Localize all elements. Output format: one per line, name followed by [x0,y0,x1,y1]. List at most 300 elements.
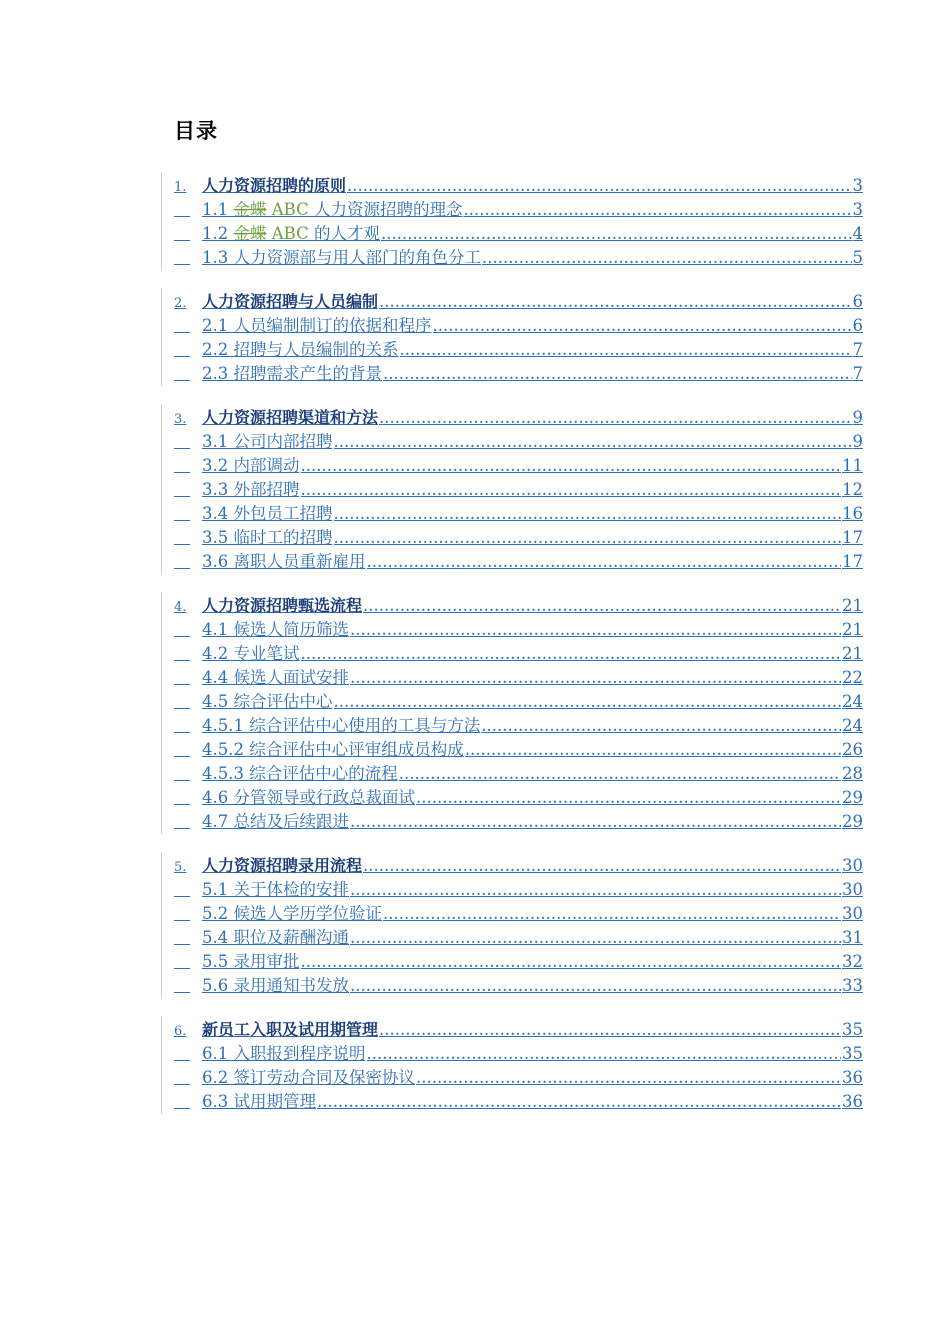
toc-item-code: 4.1 [202,620,234,639]
toc-item-row [162,1042,863,1066]
toc-item-link[interactable] [202,502,863,526]
toc-heading-link[interactable] [202,290,863,314]
toc-indent-cell [174,1090,198,1114]
toc-item-link[interactable] [202,762,863,786]
toc-item-text [202,430,333,454]
toc-item-code: 3.2 [202,456,234,475]
toc-page-number: 22 [842,668,863,687]
toc-page-number: 28 [842,764,863,783]
indent-underline [174,338,190,357]
toc-item-code: 6.1 [202,1044,234,1063]
indent-underline [174,762,190,781]
toc-leader [463,198,851,222]
toc-item-code: 3.1 [202,432,234,451]
toc-item-code: 4.5.2 [202,740,250,759]
toc-page-number: 11 [842,456,863,475]
toc-item-code: 2.2 [202,340,234,359]
toc-item-text [202,502,333,526]
indent-underline [174,314,190,333]
toc-item-text [202,222,380,246]
indent-underline [174,690,190,709]
toc-leader [347,174,851,198]
indent-underline [174,1066,190,1085]
toc-item-text [202,762,398,786]
toc-leader [334,430,852,454]
toc-indent-cell [174,810,198,834]
toc-heading-number: 4. [174,600,187,615]
toc-heading-text: 人力资源招聘甄选流程 [202,596,363,615]
toc-item-code: 4.5.1 [202,716,250,735]
toc-indent-cell [174,618,198,642]
toc-heading-number: 3. [174,412,187,427]
toc-item-link[interactable] [202,950,863,974]
indent-underline [174,950,190,969]
toc-page-number: 4 [852,224,863,243]
toc-leader [363,594,841,618]
toc-item-title: 候选人学历学位验证 [233,904,382,923]
toc-indent-cell [174,550,198,574]
toc-indent-cell [174,690,198,714]
toc-heading-row [162,290,863,314]
toc-page-number: 21 [842,620,863,639]
toc-item-link[interactable] [202,430,863,454]
toc-item-row [162,618,863,642]
toc-item-link[interactable] [202,246,863,270]
toc-item-title: 人力资源招聘的理念 [308,200,463,219]
toc-item-row [162,314,863,338]
toc-item-link[interactable] [202,1066,863,1090]
toc-leader [301,454,842,478]
toc-indent-cell [174,666,198,690]
toc-indent-cell [174,430,198,454]
indent-underline [174,362,190,381]
toc-item-title: 录用通知书发放 [233,976,349,995]
toc-indent-cell [174,642,198,666]
toc-page-number: 3 [852,200,863,219]
toc-heading-row [162,854,863,878]
toc-item-code: 6.2 [202,1068,234,1087]
toc-heading-text: 人力资源招聘录用流程 [202,856,363,875]
toc-heading-link[interactable] [202,854,863,878]
toc-item-link[interactable] [202,550,863,574]
toc-item-title: 招聘需求产生的背景 [233,364,382,383]
toc-section [161,288,863,386]
toc-item-code: 4.5.3 [202,764,250,783]
toc-item-text [202,246,481,270]
toc-item-row [162,526,863,550]
toc-leader [367,550,842,574]
toc-item-code: 5.6 [202,976,234,995]
toc-item-link[interactable] [202,738,863,762]
toc-item-code: 2.3 [202,364,234,383]
toc-item-row [162,246,863,270]
toc-heading-number: 6. [174,1024,187,1039]
toc-page-number: 17 [842,552,863,571]
toc-page-number: 35 [842,1044,863,1063]
toc-leader [416,786,841,810]
toc-indent-cell [174,246,198,270]
toc-leader [350,926,841,950]
toc-item-link[interactable] [202,974,863,998]
toc-item-title: 人员编制制订的依据和程序 [233,316,432,335]
brand-name: ABC [266,200,309,219]
indent-underline [174,810,190,829]
toc-page-number: 35 [842,1020,863,1039]
toc-indent-cell [174,902,198,926]
toc-heading-row [162,406,863,430]
indent-underline [174,550,190,569]
indent-underline [174,430,190,449]
toc-item-text [202,714,480,738]
toc-item-title: 临时工的招聘 [233,528,333,547]
toc-page-number: 24 [842,716,863,735]
toc-leader [367,1042,842,1066]
toc-item-code: 4.4 [202,668,234,687]
indent-underline [174,246,190,265]
indent-underline [174,738,190,757]
toc-item-code: 5.4 [202,928,234,947]
toc-page-number: 6 [852,316,863,335]
toc-item-title: 候选人面试安排 [233,668,349,687]
toc-item-link[interactable] [202,618,863,642]
toc-item-row [162,430,863,454]
toc-item-row [162,974,863,998]
toc-leader [383,902,841,926]
toc-item-code: 4.2 [202,644,234,663]
toc-item-row [162,878,863,902]
toc-indent-cell [174,714,198,738]
toc-leader [350,878,841,902]
toc-indent-cell [174,338,198,362]
toc-leader [381,222,852,246]
toc-item-link[interactable] [202,902,863,926]
brand-name: ABC [266,224,309,243]
toc-number-cell [174,854,198,878]
toc-item-text [202,878,349,902]
toc-item-link[interactable] [202,362,863,386]
toc-item-text [202,902,382,926]
toc-number-cell [174,594,198,618]
toc-item-row [162,902,863,926]
toc-leader [301,950,842,974]
toc-item-row [162,478,863,502]
toc-item-title: 总结及后续跟进 [233,812,349,831]
indent-underline [174,878,190,897]
toc-leader [465,738,841,762]
toc-item-code: 1.1 [202,200,234,219]
toc-heading-link[interactable] [202,1018,863,1042]
toc-item-row [162,950,863,974]
toc-item-title: 职位及薪酬沟通 [233,928,349,947]
toc-indent-cell [174,314,198,338]
indent-underline [174,454,190,473]
toc-item-title: 候选人简历筛选 [233,620,349,639]
toc-page-number: 26 [842,740,863,759]
toc-item-link[interactable] [202,810,863,834]
toc-item-link[interactable] [202,1090,863,1114]
company-name-strikethrough: 金蝶 [233,224,267,243]
toc-item-code: 5.1 [202,880,234,899]
toc-indent-cell [174,926,198,950]
indent-underline [174,1042,190,1061]
toc-item-link[interactable] [202,1042,863,1066]
toc-item-row [162,454,863,478]
toc-leader [400,338,852,362]
toc-item-link[interactable] [202,926,863,950]
page-title: 目录 [174,119,218,143]
toc-page-number: 21 [842,596,863,615]
toc-item-title: 内部调动 [233,456,300,475]
indent-underline [174,1090,190,1109]
indent-underline [174,478,190,497]
toc-item-text [202,926,349,950]
toc-heading-row [162,1018,863,1042]
toc-item-row [162,362,863,386]
toc-item-title: 专业笔试 [233,644,300,663]
toc-item-text [202,338,399,362]
toc-page-number: 21 [842,644,863,663]
toc-item-link[interactable] [202,690,863,714]
toc-item-link[interactable] [202,714,863,738]
toc-item-row [162,338,863,362]
toc-item-link[interactable] [202,222,863,246]
toc-item-code: 3.6 [202,552,234,571]
toc-item-row [162,198,863,222]
toc-item-title: 试用期管理 [233,1092,316,1111]
toc-page-number: 31 [842,928,863,947]
toc-indent-cell [174,878,198,902]
toc-item-text [202,642,300,666]
toc-indent-cell [174,1042,198,1066]
toc-item-link[interactable] [202,198,863,222]
toc-heading-number: 2. [174,296,187,311]
table-of-contents [161,172,863,1132]
toc-heading-row [162,174,863,198]
toc-leader [334,526,842,550]
toc-item-text [202,810,349,834]
toc-item-title: 离职人员重新雇用 [233,552,366,571]
toc-indent-cell [174,974,198,998]
toc-item-link[interactable] [202,338,863,362]
toc-item-title: 综合评估中心评审组成员构成 [249,740,464,759]
toc-indent-cell [174,762,198,786]
indent-underline [174,642,190,661]
indent-underline [174,222,190,241]
indent-underline [174,198,190,217]
toc-page-number: 30 [842,904,863,923]
toc-item-row [162,786,863,810]
toc-indent-cell [174,1066,198,1090]
toc-item-link[interactable] [202,666,863,690]
toc-section [161,404,863,574]
toc-indent-cell [174,198,198,222]
company-name-strikethrough: 金蝶 [233,200,267,219]
toc-indent-cell [174,478,198,502]
toc-item-row [162,550,863,574]
toc-item-title: 综合评估中心使用的工具与方法 [249,716,481,735]
toc-page-number: 30 [842,880,863,899]
toc-item-text [202,314,432,338]
toc-page-number: 36 [842,1068,863,1087]
toc-item-link[interactable] [202,478,863,502]
toc-heading-text: 人力资源招聘的原则 [202,176,347,195]
toc-item-row [162,1066,863,1090]
toc-item-title: 人力资源部与用人部门的角色分工 [233,248,481,267]
toc-item-row [162,1090,863,1114]
toc-leader [379,1018,841,1042]
toc-indent-cell [174,950,198,974]
toc-item-text [202,1090,316,1114]
toc-item-title: 外包员工招聘 [233,504,333,523]
toc-leader [399,762,841,786]
toc-page-number: 5 [852,248,863,267]
toc-item-row [162,666,863,690]
toc-item-link[interactable] [202,454,863,478]
toc-leader [334,690,842,714]
toc-heading-text: 新员工入职及试用期管理 [202,1020,379,1039]
toc-leader [379,406,851,430]
indent-underline [174,618,190,637]
toc-item-title: 招聘与人员编制的关系 [233,340,399,359]
toc-item-text [202,738,464,762]
toc-item-link[interactable] [202,878,863,902]
indent-underline [174,786,190,805]
toc-page-number: 6 [852,292,863,311]
toc-number-cell [174,290,198,314]
toc-page-number: 29 [842,788,863,807]
toc-item-link[interactable] [202,314,863,338]
toc-leader [301,642,842,666]
toc-leader [363,854,841,878]
toc-number-cell [174,1018,198,1042]
toc-item-link[interactable] [202,642,863,666]
toc-item-title: 公司内部招聘 [233,432,333,451]
toc-leader [301,478,842,502]
toc-indent-cell [174,454,198,478]
toc-item-row [162,714,863,738]
toc-item-text [202,618,349,642]
toc-item-code: 2.1 [202,316,234,335]
indent-underline [174,926,190,945]
toc-leader [481,714,841,738]
toc-item-text [202,950,300,974]
toc-item-row [162,738,863,762]
toc-leader [350,974,841,998]
toc-page-number: 9 [852,408,863,427]
toc-page-number: 16 [842,504,863,523]
toc-item-title: 综合评估中心的流程 [249,764,398,783]
toc-indent-cell [174,502,198,526]
toc-item-code: 5.5 [202,952,234,971]
toc-item-text [202,1066,415,1090]
toc-item-title: 签订劳动合同及保密协议 [233,1068,415,1087]
toc-heading-number: 5. [174,860,187,875]
toc-page-number: 17 [842,528,863,547]
toc-item-text [202,362,382,386]
toc-indent-cell [174,738,198,762]
toc-leader [433,314,852,338]
toc-number-cell [174,174,198,198]
toc-item-code: 4.7 [202,812,234,831]
toc-item-row [162,690,863,714]
toc-heading-link[interactable] [202,174,863,198]
toc-number-cell [174,406,198,430]
toc-item-row [162,762,863,786]
toc-item-title: 外部招聘 [233,480,300,499]
toc-page-number: 12 [842,480,863,499]
toc-leader [416,1066,841,1090]
toc-item-code: 1.2 [202,224,234,243]
toc-heading-number: 1. [174,180,187,195]
toc-indent-cell [174,362,198,386]
toc-item-text [202,666,349,690]
toc-item-text [202,526,333,550]
toc-page-number: 33 [842,976,863,995]
toc-item-text [202,550,366,574]
toc-item-code: 4.5 [202,692,234,711]
indent-underline [174,526,190,545]
toc-item-link[interactable] [202,526,863,550]
toc-item-text [202,478,300,502]
toc-item-row [162,502,863,526]
toc-indent-cell [174,526,198,550]
toc-item-code: 3.4 [202,504,234,523]
toc-item-title: 分管领导或行政总裁面试 [233,788,415,807]
toc-page-number: 3 [852,176,863,195]
toc-page-number: 9 [852,432,863,451]
toc-page-number: 30 [842,856,863,875]
toc-leader [350,666,841,690]
toc-heading-link[interactable] [202,594,863,618]
toc-leader [334,502,842,526]
toc-item-row [162,810,863,834]
toc-page-number: 36 [842,1092,863,1111]
toc-item-text [202,454,300,478]
indent-underline [174,502,190,521]
indent-underline [174,666,190,685]
toc-heading-link[interactable] [202,406,863,430]
toc-item-code: 5.2 [202,904,234,923]
toc-item-link[interactable] [202,786,863,810]
toc-item-row [162,642,863,666]
toc-heading-row [162,594,863,618]
toc-leader [350,618,841,642]
toc-section [161,592,863,834]
toc-page-number: 7 [852,340,863,359]
toc-leader [383,362,852,386]
toc-indent-cell [174,222,198,246]
toc-item-title: 的人才观 [308,224,380,243]
toc-item-row [162,926,863,950]
toc-section [161,172,863,270]
toc-item-code: 4.6 [202,788,234,807]
toc-page-number: 29 [842,812,863,831]
toc-section [161,1016,863,1114]
toc-item-text [202,974,349,998]
toc-leader [379,290,851,314]
indent-underline [174,902,190,921]
toc-item-code: 6.3 [202,1092,234,1111]
toc-item-text [202,198,462,222]
toc-leader [482,246,852,270]
toc-section [161,852,863,998]
toc-item-title: 关于体检的安排 [233,880,349,899]
toc-item-code: 1.3 [202,248,234,267]
toc-item-row [162,222,863,246]
toc-heading-text: 人力资源招聘渠道和方法 [202,408,379,427]
toc-page-number: 7 [852,364,863,383]
toc-item-text [202,1042,366,1066]
